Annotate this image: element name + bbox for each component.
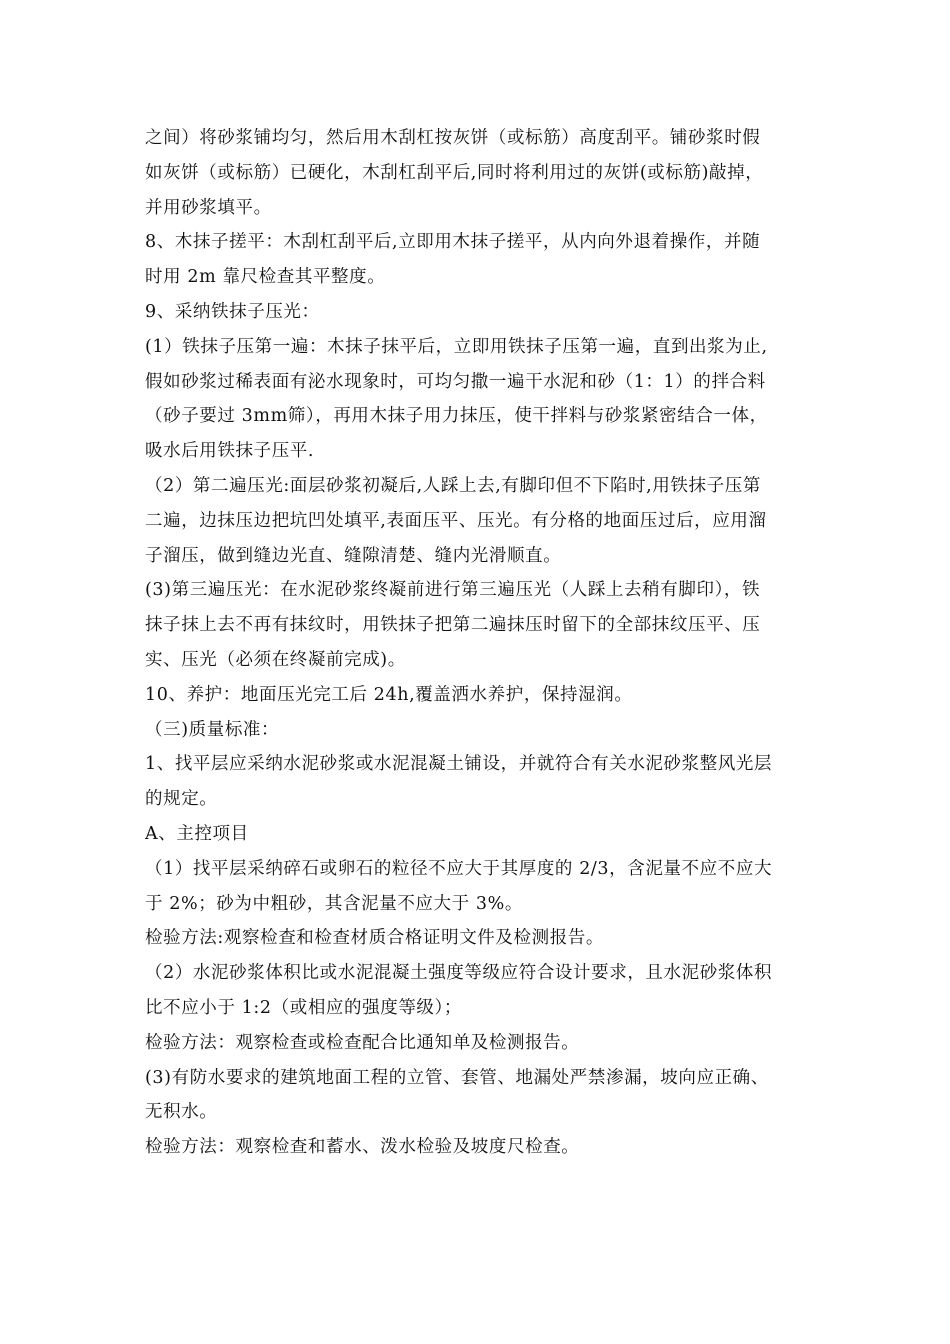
text-line: 检验方法：观察检查和蓄水、泼水检验及坡度尺检查。 <box>145 1137 580 1158</box>
text-line: 无积水。 <box>145 1102 218 1123</box>
text-line: 假如砂浆过稀表面有泌水现象时，可均匀撒一遍干水泥和砂（1：1）的拌合料 <box>145 371 766 392</box>
text-line: 之间）将砂浆铺均匀，然后用木刮杠按灰饼（或标筋）高度刮平。铺砂浆时假 <box>145 128 761 148</box>
text-line: 子溜压，做到缝边光直、缝隙清楚、缝内光滑顺直。 <box>145 545 562 566</box>
text-line: (3)第三遍压光：在水泥砂浆终凝前进行第三遍压光（人踩上去稍有脚印），铁 <box>145 580 761 601</box>
text-line: 1、找平层应采纳水泥砂浆或水泥混凝土铺设，并就符合有关水泥砂浆整风光层 <box>145 754 773 775</box>
text-line: 比不应小于 1:2（或相应的强度等级）； <box>145 997 462 1018</box>
text-line: A、主控项目 <box>145 823 249 844</box>
text-line: 并用砂浆填平。 <box>145 197 272 218</box>
text-line: 时用 2m 靠尺检查其平整度。 <box>145 267 386 288</box>
text-line: （三)质量标准： <box>145 719 280 740</box>
document-body <box>145 121 815 1165</box>
text-line: （砂子要过 3mm筛），再用木抹子用力抹压，使干拌料与砂浆紧密结合一体， <box>145 406 768 427</box>
text-line: 实、压光（必须在终凝前完成)。 <box>145 649 406 670</box>
text-line: 吸水后用铁抹子压平. <box>145 441 315 462</box>
text-line: (1）铁抹子压第一遍：木抹子抹平后，立即用铁抹子压第一遍，直到出浆为止, <box>145 336 768 357</box>
text-line: 9、采纳铁抹子压光： <box>145 301 320 322</box>
text-line: 的规定。 <box>145 789 218 810</box>
text-line: 检验方法：观察检查或检查配合比通知单及检测报告。 <box>145 1032 580 1053</box>
text-line: （2）第二遍压光:面层砂浆初凝后,人踩上去,有脚印但不下陷时,用铁抹子压第 <box>145 475 761 496</box>
text-line: 8、木抹子搓平：木刮杠刮平后,立即用木抹子搓平，从内向外退着操作，并随 <box>145 232 761 253</box>
text-line: （2）水泥砂浆体积比或水泥混凝土强度等级应符合设计要求，且水泥砂浆体积 <box>145 963 773 984</box>
text-line: (3)有防水要求的建筑地面工程的立管、套管、地漏处严禁渗漏，坡向应正确、 <box>145 1067 769 1088</box>
text-line: 检验方法:观察检查和检查材质合格证明文件及检测报告。 <box>145 928 604 949</box>
text-line: 抹子抹上去不再有抹纹时，用铁抹子把第二遍抹压时留下的全部抹纹压平、压 <box>145 615 761 636</box>
text-line: 如灰饼（或标筋）已硬化，木刮杠刮平后,同时将利用过的灰饼(或标筋)敲掉， <box>145 162 764 183</box>
text-line: 二遍，边抹压边把坑凹处填平,表面压平、压光。有分格的地面压过后，应用溜 <box>145 510 767 531</box>
text-line: 10、养护：地面压光完工后 24h,覆盖洒水养护，保持湿润。 <box>145 684 633 705</box>
text-line: 于 2%；砂为中粗砂，其含泥量不应大于 3%。 <box>145 893 523 914</box>
text-line: （1）找平层采纳碎石或卵石的粒径不应大于其厚度的 2/3，含泥量不应不应大 <box>145 858 773 879</box>
